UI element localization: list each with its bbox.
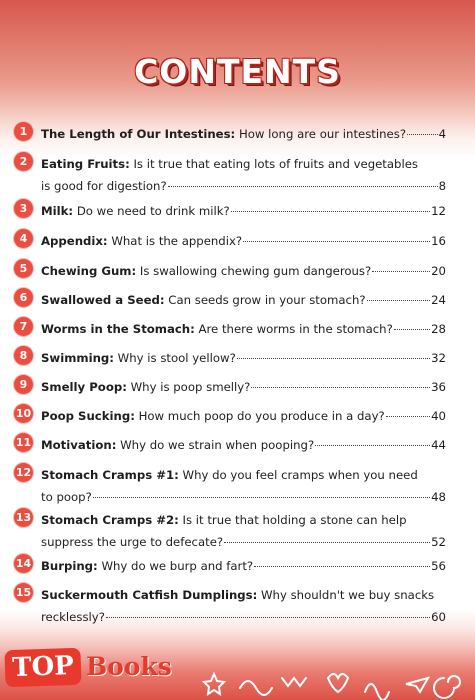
page-number: 20 xyxy=(431,264,446,278)
chapter-question: Is swallowing chewing gum dangerous? xyxy=(139,264,372,278)
chapter-topic: Eating Fruits: xyxy=(41,157,130,171)
logo-top-mark: TOP xyxy=(4,648,81,688)
chapter-topic: Appendix: xyxy=(41,234,108,248)
page-number: 48 xyxy=(431,490,446,504)
page-number: 16 xyxy=(431,234,446,248)
chapter-number-badge: 3 xyxy=(14,199,33,218)
chapter-topic: Smelly Poop: xyxy=(41,380,127,394)
chapter-topic: Swimming: xyxy=(41,351,114,365)
chapter-number-badge: 5 xyxy=(14,259,33,278)
zigzag-doodle xyxy=(282,678,306,686)
chapter-question: Do we need to drink milk? xyxy=(76,204,230,218)
chapter-question-cont: is good for digestion? xyxy=(41,179,167,193)
dot-leader xyxy=(394,317,430,330)
line-text xyxy=(41,230,242,252)
line-text xyxy=(41,434,314,456)
line-text xyxy=(41,464,418,486)
dot-leader xyxy=(386,404,430,417)
dot-leader xyxy=(372,259,430,272)
chapter-number-badge: 9 xyxy=(14,375,33,394)
chapter-number-badge: 7 xyxy=(14,317,33,336)
chapter-topic: Stomach Cramps #2: xyxy=(41,513,179,527)
dot-leader xyxy=(224,530,430,543)
page-number: 8 xyxy=(438,179,446,193)
spiral-doodle xyxy=(434,676,460,698)
page-number: 24 xyxy=(431,293,446,307)
star-doodle xyxy=(204,674,224,694)
page-number: 60 xyxy=(431,610,446,624)
chapter-question: Why is stool yellow? xyxy=(117,351,236,365)
line-text xyxy=(41,260,371,282)
page-number: 32 xyxy=(431,351,446,365)
line-text xyxy=(41,405,385,427)
chapter-number-badge: 14 xyxy=(14,554,33,573)
chapter-question: How much poop do you produce in a day? xyxy=(138,409,385,423)
squiggle-doodle xyxy=(365,684,389,700)
chapter-topic: Stomach Cramps #1: xyxy=(41,468,179,482)
page-number: 4 xyxy=(438,127,446,141)
chapter-number-badge: 15 xyxy=(14,583,33,602)
chapter-question: Why do we strain when pooping? xyxy=(120,438,315,452)
chapter-topic: Motivation: xyxy=(41,438,117,452)
chapter-topic: Suckermouth Catfish Dumplings: xyxy=(41,588,258,602)
dot-leader xyxy=(407,122,438,135)
chapter-topic: Poop Sucking: xyxy=(41,409,135,423)
chapter-question: Why is poop smelly? xyxy=(130,380,251,394)
plane-doodle xyxy=(406,678,428,692)
chapter-question: What is the appendix? xyxy=(111,234,243,248)
chapter-question: Why do you feel cramps when you need xyxy=(182,468,418,482)
chapter-question: Why do we burp and fart? xyxy=(101,559,254,573)
dot-leader xyxy=(168,174,438,187)
chapter-question: Is it true that holding a stone can help xyxy=(182,513,407,527)
line-text xyxy=(41,509,407,531)
chapter-question: Is it true that eating lots of fruits and vegetables xyxy=(133,157,418,171)
chapter-question-cont: suppress the urge to defecate? xyxy=(41,535,224,549)
dot-leader xyxy=(237,346,430,359)
chapter-number-badge: 6 xyxy=(14,288,33,307)
chapter-question-cont: recklessly? xyxy=(41,610,105,624)
heart-doodle xyxy=(328,674,348,692)
chapter-number-badge: 12 xyxy=(14,463,33,482)
page-number: 44 xyxy=(431,438,446,452)
dot-leader xyxy=(243,229,430,242)
chapter-question: Can seeds grow in your stomach? xyxy=(168,293,366,307)
chapter-topic: Worms in the Stomach: xyxy=(41,322,195,336)
logo-books-text: Books xyxy=(86,652,172,681)
page-number: 12 xyxy=(431,204,446,218)
page-number: 28 xyxy=(431,322,446,336)
line-text xyxy=(41,123,406,145)
chapter-number-badge: 11 xyxy=(14,433,33,452)
page-number: 36 xyxy=(431,380,446,394)
chapter-number-badge: 10 xyxy=(14,404,33,423)
dot-leader xyxy=(231,199,430,212)
page-title: CONTENTS xyxy=(134,52,341,91)
chapter-topic: Chewing Gum: xyxy=(41,264,137,278)
dot-leader xyxy=(106,605,430,618)
dot-leader xyxy=(254,554,430,567)
line-text xyxy=(41,347,236,369)
chapter-number-badge: 4 xyxy=(14,229,33,248)
line-text xyxy=(41,289,366,311)
chapter-number-badge: 8 xyxy=(14,346,33,365)
chapter-question: Why shouldn't we buy snacks xyxy=(261,588,435,602)
topbooks-logo xyxy=(0,640,190,700)
dot-leader xyxy=(315,433,430,446)
chapter-number-badge: 1 xyxy=(14,122,33,141)
chapter-topic: Milk: xyxy=(41,204,74,218)
line-text xyxy=(41,376,250,398)
page-number: 56 xyxy=(431,559,446,573)
dot-leader xyxy=(367,288,431,301)
line-text xyxy=(41,153,418,175)
chapter-topic: Burping: xyxy=(41,559,98,573)
line-text xyxy=(41,318,393,340)
dot-leader xyxy=(93,485,430,498)
line-text xyxy=(41,200,230,222)
page-number: 52 xyxy=(431,535,446,549)
chalk-doodles xyxy=(200,664,475,700)
page-number: 40 xyxy=(431,409,446,423)
chapter-question: Are there worms in the stomach? xyxy=(198,322,393,336)
chapter-topic: Swallowed a Seed: xyxy=(41,293,165,307)
line-text xyxy=(41,555,253,577)
chapter-number-badge: 13 xyxy=(14,508,33,527)
line-text xyxy=(41,584,434,606)
chapter-question-cont: to poop? xyxy=(41,490,92,504)
swirl-doodle xyxy=(240,681,272,695)
dot-leader xyxy=(251,375,430,388)
chapter-topic: The Length of Our Intestines: xyxy=(41,127,236,141)
chapter-question: How long are our intestines? xyxy=(238,127,407,141)
chapter-number-badge: 2 xyxy=(14,152,33,171)
